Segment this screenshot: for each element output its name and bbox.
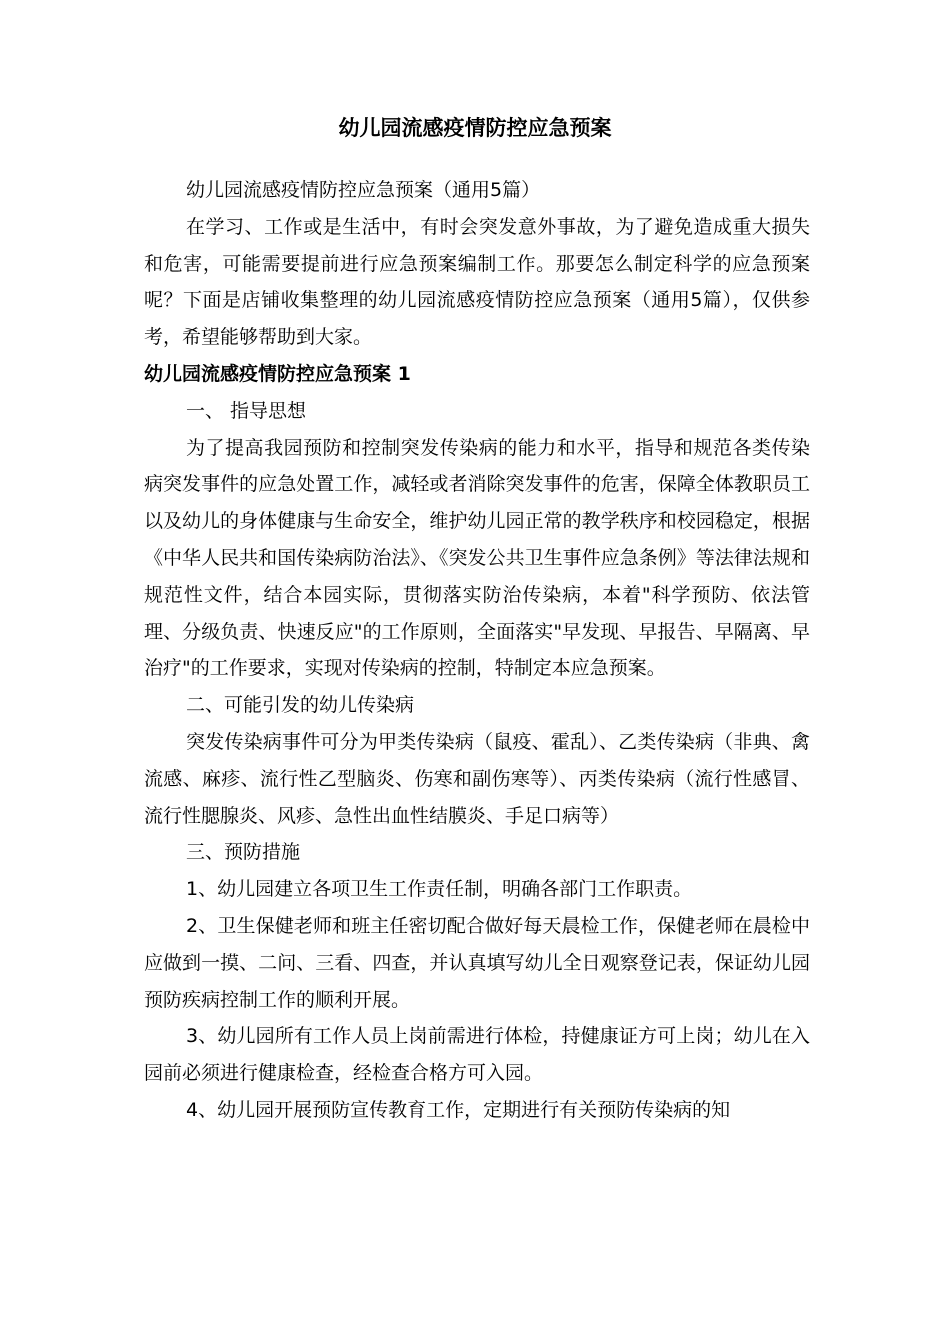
part1-paragraph: 为了提高我园预防和控制突发传染病的能力和水平，指导和规范各类传染病突发事件的应急处置工作，减轻或者消除突发事件的危害，保障全体教职员工以及幼儿的身体健康与生命安全，维护幼儿园正常的教学秩序和校园稳定，根据《中华人民共和国传染病防治法》、《突发公共卫生事件应急条例》等法律法规和规范性文件，结合本园实际，贯彻落实防治传染病，本着"科学预防、依法管理、分级负责、快速反应"的工作原则，全面落实"早发现、早报告、早隔离、早治疗"的工作要求，实现对传染病的控制，特制定本应急预案。: [144, 436, 810, 680]
intro-paragraph: 在学习、工作或是生活中，有时会突发意外事故，为了避免造成重大损失和危害，可能需要提前进行应急预案编制工作。那要怎么制定科学的应急预案呢？下面是店铺收集整理的幼儿园流感疫情防控应急预案（通用5篇），仅供参考，希望能够帮助到大家。: [144, 215, 810, 349]
measure-item-1: 1、幼儿园建立各项卫生工作责任制，明确各部门工作职责。: [186, 878, 693, 901]
part1-heading: 一、 指导思想: [186, 399, 307, 422]
document-body: [144, 172, 810, 1129]
document-subtitle: 幼儿园流感疫情防控应急预案（通用5篇）: [186, 179, 541, 201]
measure-item-4: 4、幼儿园开展预防宣传教育工作，定期进行有关预防传染病的知: [186, 1098, 731, 1121]
document-title: 幼儿园流感疫情防控应急预案: [338, 116, 612, 140]
measure-item-2: 2、卫生保健老师和班主任密切配合做好每天晨检工作，保健老师在晨检中应做到一摸、二问、三看、四查，并认真填写幼儿全日观察登记表，保证幼儿园预防疾病控制工作的顺利开展。: [144, 914, 810, 1011]
part2-heading: 二、可能引发的幼儿传染病: [186, 694, 415, 717]
measure-item-3: 3、幼儿园所有工作人员上岗前需进行体检，持健康证方可上岗；幼儿在入园前必须进行健康检查，经检查合格方可入园。: [144, 1025, 810, 1085]
part3-heading: 三、预防措施: [186, 841, 301, 864]
section-heading: 幼儿园流感疫情防控应急预案 1: [144, 362, 411, 385]
part2-paragraph: 突发传染病事件可分为甲类传染病（鼠疫、霍乱）、乙类传染病（非典、禽流感、麻疹、流行性乙型脑炎、伤寒和副伤寒等）、丙类传染病（流行性感冒、流行性腮腺炎、风疹、急性出血性结膜炎、手足口病等）: [144, 730, 810, 827]
